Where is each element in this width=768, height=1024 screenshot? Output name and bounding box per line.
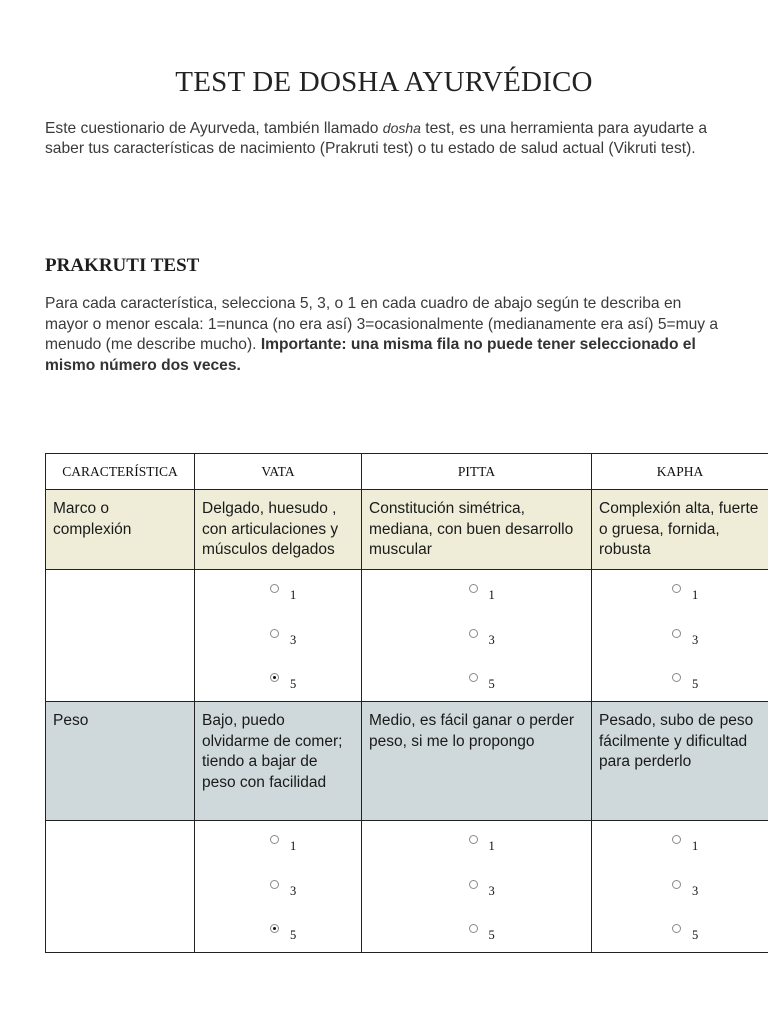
cell-vata-description: Delgado, huesudo , con articulaciones y músculos delgados	[195, 490, 362, 570]
radio-button[interactable]	[270, 835, 279, 844]
cell-blank	[46, 821, 195, 953]
header-kapha: KAPHA	[592, 454, 768, 490]
radio-group-pitta	[362, 570, 591, 701]
table-row-description	[46, 702, 768, 821]
cell-vata-description: Bajo, puedo olvidarme de comer; tiendo a bajar de peso con facilidad	[195, 702, 362, 821]
radio-label: 1	[692, 839, 699, 853]
intro-text-start: Este cuestionario de Ayurveda, también llamado	[45, 120, 383, 137]
section-heading: PRAKRUTI TEST	[45, 255, 200, 276]
radio-button[interactable]	[270, 584, 279, 593]
radio-label: 5	[290, 677, 297, 691]
cell-pitta-description: Medio, es fácil ganar o perder peso, si me lo propongo	[362, 702, 592, 821]
radio-label: 5	[692, 677, 699, 691]
radio-group-kapha	[592, 821, 768, 952]
radio-button[interactable]	[270, 880, 279, 889]
cell-kapha-description: Complexión alta, fuerte o gruesa, fornida, robusta	[592, 490, 768, 570]
radio-button[interactable]	[672, 924, 681, 933]
header-vata: VATA	[195, 454, 362, 490]
instructions-important: Importante: una misma fila no puede tener seleccionado el mismo número dos veces.	[45, 336, 696, 374]
radio-button[interactable]	[672, 835, 681, 844]
radio-label: 1	[488, 839, 495, 853]
intro-text-italic: dosha	[382, 120, 421, 136]
radio-label: 3	[692, 633, 699, 647]
cell-kapha-options	[592, 821, 768, 953]
radio-label: 3	[290, 884, 297, 898]
table-row-description	[46, 490, 768, 570]
dosha-table	[45, 453, 768, 953]
radio-button[interactable]	[469, 584, 478, 593]
radio-button[interactable]	[672, 629, 681, 638]
radio-button[interactable]	[672, 673, 681, 682]
header-characteristic: CARACTERÍSTICA	[46, 454, 195, 490]
cell-vata-options	[195, 570, 362, 702]
radio-button[interactable]	[270, 673, 279, 682]
radio-button[interactable]	[270, 629, 279, 638]
header-pitta: PITTA	[362, 454, 592, 490]
instructions-text: Para cada característica, selecciona 5, 3, o 1 en cada cuadro de abajo según te describa en mayor o menor escala: 1=nunca (no era así) 3=ocasionalmente (medianamente era así) 5=muy a menudo (me describe mucho).	[45, 295, 719, 353]
cell-pitta-options	[362, 570, 592, 702]
radio-group-kapha	[592, 570, 768, 701]
table-row-options	[46, 570, 768, 702]
radio-group-vata	[195, 570, 361, 701]
radio-label: 1	[488, 588, 495, 602]
radio-button[interactable]	[469, 880, 478, 889]
radio-button[interactable]	[672, 584, 681, 593]
cell-pitta-options	[362, 821, 592, 953]
radio-label: 3	[692, 884, 699, 898]
intro-text-end: test, es una herramienta para ayudarte a saber tus características de nacimiento (Prakruti test) o tu estado de salud actual (Vikruti test).	[45, 120, 707, 157]
radio-button[interactable]	[469, 835, 478, 844]
radio-label: 1	[290, 588, 297, 602]
radio-button[interactable]	[270, 924, 279, 933]
radio-label: 1	[692, 588, 699, 602]
intro-paragraph	[45, 118, 725, 159]
cell-blank	[46, 570, 195, 702]
cell-characteristic: Peso	[46, 702, 195, 821]
radio-label: 5	[290, 928, 297, 942]
table-header-row	[46, 454, 768, 490]
radio-label: 3	[488, 884, 495, 898]
radio-label: 5	[488, 928, 495, 942]
radio-group-pitta	[362, 821, 591, 952]
page-title: TEST DE DOSHA AYURVÉDICO	[175, 66, 593, 98]
cell-pitta-description: Constitución simétrica, mediana, con buen desarrollo muscular	[362, 490, 592, 570]
cell-characteristic: Marco o complexión	[46, 490, 195, 570]
radio-button[interactable]	[672, 880, 681, 889]
radio-label: 1	[290, 839, 297, 853]
radio-button[interactable]	[469, 629, 478, 638]
radio-button[interactable]	[469, 673, 478, 682]
radio-label: 3	[290, 633, 297, 647]
radio-button[interactable]	[469, 924, 478, 933]
cell-vata-options	[195, 821, 362, 953]
cell-kapha-description: Pesado, subo de peso fácilmente y dificultad para perderlo	[592, 702, 768, 821]
instructions-paragraph	[45, 294, 725, 376]
radio-label: 5	[488, 677, 495, 691]
cell-kapha-options	[592, 570, 768, 702]
radio-group-vata	[195, 821, 361, 952]
table-row-options	[46, 821, 768, 953]
radio-label: 5	[692, 928, 699, 942]
radio-label: 3	[488, 633, 495, 647]
